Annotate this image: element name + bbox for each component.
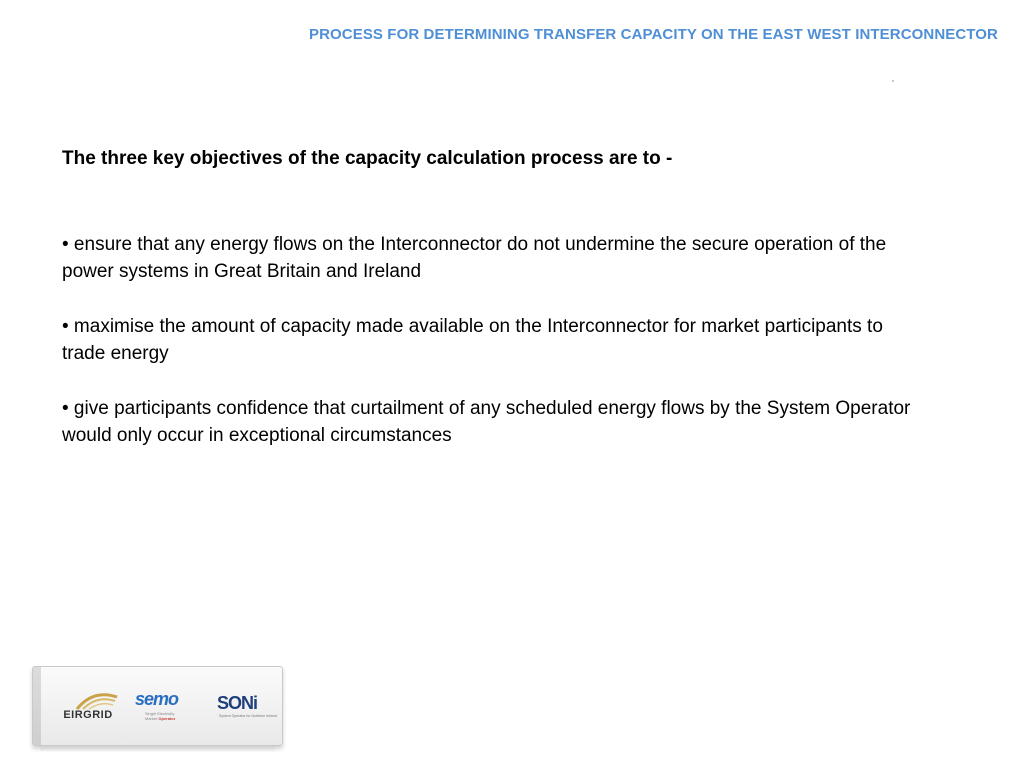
section-heading: The three key objectives of the capacity calculation process are to - — [62, 148, 673, 169]
soni-logo — [217, 693, 277, 723]
panel-reflection — [40, 746, 275, 752]
semo-operator-text: Operator — [158, 716, 176, 721]
panel-accent-band — [33, 667, 41, 745]
objective-bullet-3: • give participants confidence that curtailment of any scheduled energy flows by the System Operator would only occur in exceptional circumstances — [62, 398, 911, 446]
objective-bullet-2: • maximise the amount of capacity made available on the Interconnector for market participants to trade energy — [62, 316, 883, 364]
eirgrid-logo — [47, 685, 129, 729]
semo-subtitle — [145, 711, 185, 721]
soni-subtitle: System Operator for Northern Ireland — [219, 714, 277, 718]
decorative-dot — [892, 80, 894, 82]
page-title: PROCESS FOR DETERMINING TRANSFER CAPACITY ON THE EAST WEST INTERCONNECTOR — [308, 26, 998, 43]
semo-subtitle-text: Single Electricity Market — [145, 711, 175, 721]
partner-logo-panel — [32, 666, 283, 746]
eirgrid-wordmark: EIRGRID — [63, 709, 113, 721]
soni-wordmark: SONi — [217, 693, 258, 713]
semo-wordmark: semo — [135, 689, 179, 709]
semo-logo — [135, 689, 193, 729]
objective-bullet-1: • ensure that any energy flows on the Interconnector do not undermine the secure operation of the power systems in Great Britain and Ireland — [62, 234, 887, 282]
